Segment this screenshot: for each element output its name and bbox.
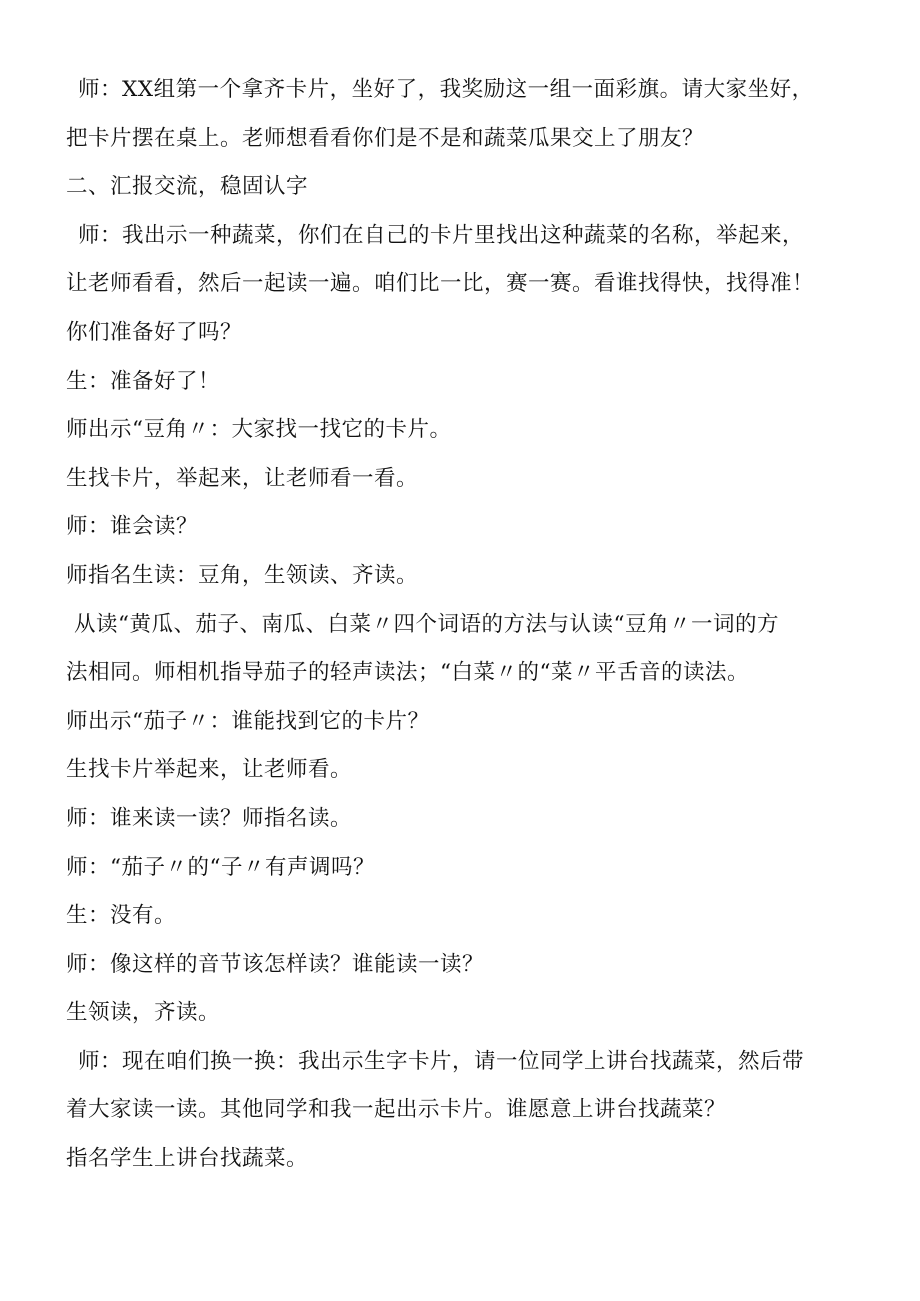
text-line-7: 生：准备好了！ bbox=[66, 368, 221, 394]
text-line-22: 着大家读一读。其他同学和我一起出示卡片。谁愿意上讲台找蔬菜？ bbox=[66, 1097, 727, 1123]
text-line-21: 师：现在咱们换一换：我出示生字卡片，请一位同学上讲台找蔬菜，然后带 bbox=[78, 1048, 805, 1074]
text-line-9: 生找卡片，举起来，让老师看一看。 bbox=[66, 465, 419, 491]
text-line-2: 把卡片摆在桌上。老师想看看你们是不是和蔬菜瓜果交上了朋友？ bbox=[66, 125, 705, 151]
text-line-15: 生找卡片举起来，让老师看。 bbox=[66, 757, 353, 783]
text-line-18: 生：没有。 bbox=[66, 903, 177, 929]
text-line-6: 你们准备好了吗？ bbox=[66, 319, 243, 345]
text-line-20: 生领读，齐读。 bbox=[66, 1000, 221, 1026]
text-line-13: 法相同。师相机指导茄子的轻声读法；“白菜〃的“菜〃平舌音的读法。 bbox=[66, 660, 749, 686]
text-line-14: 师出示“茄子〃：谁能找到它的卡片？ bbox=[66, 708, 430, 734]
text-line-19: 师：像这样的音节该怎样读？谁能读一读？ bbox=[66, 951, 485, 977]
text-line-8: 师出示“豆角〃：大家找一找它的卡片。 bbox=[66, 417, 452, 443]
text-line-23: 指名学生上讲台找蔬菜。 bbox=[66, 1146, 309, 1172]
text-line-16: 师：谁来读一读？师指名读。 bbox=[66, 805, 353, 831]
section-heading: 二、汇报交流，稳固认字 bbox=[66, 174, 309, 200]
text-line-10: 师：谁会读？ bbox=[66, 514, 199, 540]
text-line-17: 师：“茄子〃的“子〃有声调吗？ bbox=[66, 854, 375, 880]
text-line-12: 从读“黄瓜、茄子、南瓜、白菜〃四个词语的方法与认读“豆角〃一词的方 bbox=[74, 611, 779, 637]
text-line-1: 师：XX组第一个拿齐卡片，坐好了，我奖励这一组一面彩旗。请大家坐好， bbox=[78, 77, 814, 102]
text-line-4: 师：我出示一种蔬菜，你们在自己的卡片里找出这种蔬菜的名称，举起来， bbox=[78, 222, 805, 248]
text-line-5: 让老师看看，然后一起读一遍。咱们比一比，赛一赛。看谁找得快，找得准！ bbox=[66, 271, 815, 297]
text-line-11: 师指名生读：豆角，生领读、齐读。 bbox=[66, 562, 419, 588]
